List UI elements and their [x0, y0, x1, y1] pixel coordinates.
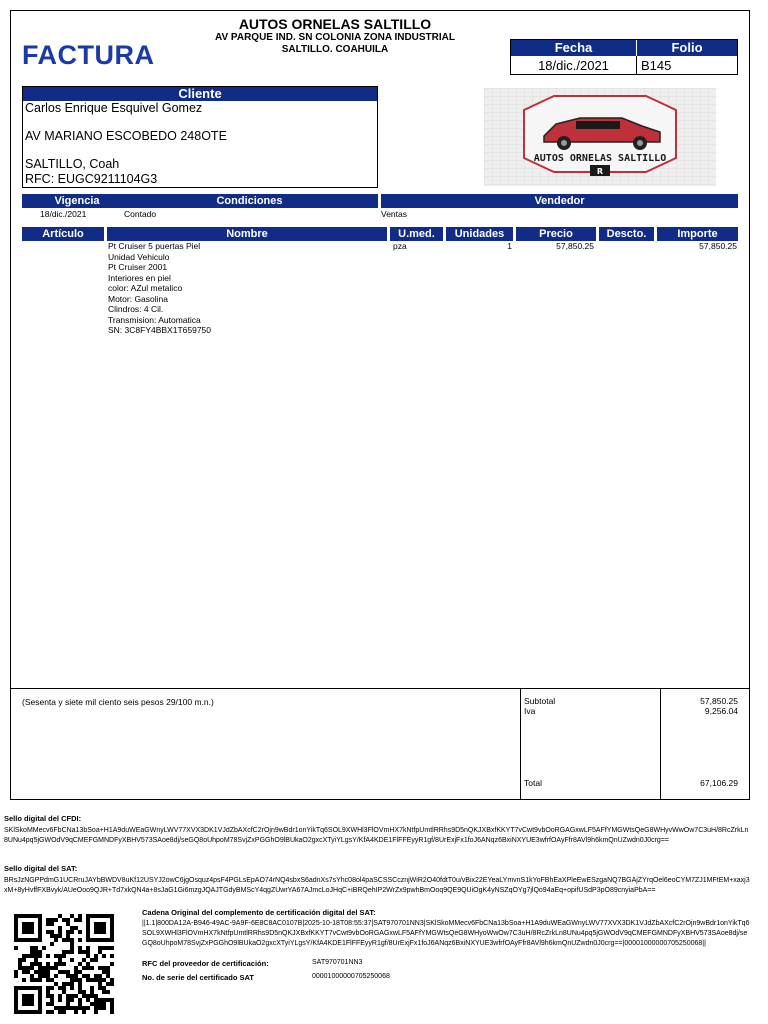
sello-cfdi-value: SKlSkoMMecv6FbCNa13bSoa+H1A9duWEaGWnyLWV77XVX3DK1VJdZbAXcfC2rOjn9wBdr1onYikTq6SOL9XWHl3FlOVmHX7kNtfpUmtlRRhs9D5nQKJXBxfKKYT7vCwt9vbOoRGAGxwLF5AFfYMGWtsQeG8WHyvWwOw7C3uH/8RcZrkLn8UNu4pq5jGWOdV9qCMEFGMNDFyXBHV573SAoe8dj/seGQ8oUhpoM78SvjZxPGGhO9lBUkaO2gxcXTyiYLgsY/KfA4KDE1FlFFEyyR1gf/8UrExjFx1foJ6ANqz6BxiNXYUE3wfrfOAyFfr8AVl9h6kmQnUZwdn0J0crg== — [4, 827, 749, 844]
iva-value: 9,256.04 — [704, 706, 738, 716]
item-line: Pt Cruiser 2001 — [108, 262, 168, 272]
folio-value: B145 — [641, 58, 672, 73]
cadena-label: Cadena Original del complemento de certificación digital del SAT: — [142, 908, 376, 917]
col-descto: Descto. — [599, 227, 654, 241]
cliente-rfc: RFC: EUGC9211104G3 — [25, 172, 158, 186]
col-articulo: Artículo — [22, 227, 104, 241]
iva-label: Iva — [524, 706, 536, 716]
condiciones-value: Contado — [124, 209, 157, 219]
totals-col-divider-2 — [660, 688, 661, 800]
cliente-address: AV MARIANO ESCOBEDO 248OTE — [25, 129, 227, 143]
item-line: Interiores en piel — [108, 272, 171, 283]
document-title: FACTURA — [22, 40, 155, 70]
sello-cfdi-label: Sello digital del CFDI: — [4, 814, 82, 823]
company-address-1: AV PARQUE IND. SN COLONIA ZONA INDUSTRIAL — [215, 32, 455, 43]
cadena-value: ||1.1|800DA12A-B946-49AC-9A9F-6E8C8AC0107B|2025-10-18T08:55:37|SAT970701NN3|SKlSkoMMecv6FbCNa13bSoa+H1A9duWEaGWnyLWV77XVX3DK1VJdZbAXcfC2rOjn9wBdr1onYikTq6SOL9XWHl3FlOVmHX7kNtfpUmtlRRhs9D5nQKJXBxfKKYT7vCwt9vbOoRGAGxwLF5AFfYMGWtsQeG8WHyoWwOw7C3uH/8RcZrkLn8UNu4pq5jGWOdV9qCMEFGMNDFyXBHV573SAoe8dj/seGQ8oUhpoM78SvjZxPGGhO9lBUkaO2gxcXTyiYLgsY/KfA4KDE1FlFFEyyR1gf/8UrExjFx1foJ6ANqz6BxiNXYUE3wfrfOAyFfr8AVl9h6kmQnUZwdn0J0crg==|00001000000705250068|| — [142, 920, 750, 947]
serie-value: 00001000000705250068 — [312, 973, 390, 980]
vigencia-value: 18/dic./2021 — [40, 209, 87, 219]
qr-code — [14, 914, 114, 1014]
col-unidades: Unidades — [446, 227, 513, 241]
sello-sat-value: BRsJzNGPPdmG1UCRruJAYbBWDV8uKf12USYJ2owC6jgOsquz4psF4PGLsEpAO74rNQ4sbxS6adnXs7sYhc08ol4paSCSSCcznjWiR2O40fdtT0u/vBix22EYeaLYmvnS1kYoFBhEaXPleEwESzgaNQ7BGAjZYrqOel6eoCYM7ZJ1MFtEM+xaxj3xM+8yHvffFXBvyk/AUeOoo9QJR+Td7xkQN4a+8sJaG1Gi6mzgJQAJTGdyBMScY4qgZUwrYA67AJmcLoJHqC+iBRQehIP2WrZx9pwhBmOoq9QE9QUiOgK4yNSZqOYg7jlQo94aEq+opifUSdP3pO89cnyiaPbA== — [4, 877, 750, 894]
subtotal-value: 57,850.25 — [700, 696, 738, 706]
col-precio: Precio — [516, 227, 596, 241]
fecha-value: 18/dic./2021 — [538, 58, 609, 73]
company-address-2: SALTILLO. COAHUILA — [281, 44, 389, 55]
cliente-city: SALTILLO, Coah — [25, 157, 120, 171]
item-line: SN: 3C8FY4BBX1T659750 — [108, 325, 212, 335]
cliente-header: Cliente — [23, 87, 377, 101]
totals-col-divider-1 — [520, 688, 521, 800]
fecha-folio-divider — [636, 56, 637, 74]
col-importe: Importe — [657, 227, 738, 241]
item-line: Pt Cruiser 5 puertas Piel — [108, 241, 201, 251]
condiciones-header: Condiciones — [121, 194, 378, 208]
item-line: Transmision: Automatica — [108, 314, 201, 325]
sello-sat-label: Sello digital del SAT: — [4, 864, 78, 873]
amount-in-words: (Sesenta y siete mil ciento seis pesos 29/100 m.n.) — [22, 697, 214, 707]
logo-graphic — [484, 88, 716, 186]
col-nombre: Nombre — [107, 227, 387, 241]
vendedor-value: Ventas — [381, 209, 407, 219]
total-label: Total — [524, 778, 542, 788]
subtotal-label: Subtotal — [524, 696, 556, 706]
company-name: AUTOS ORNELAS SALTILLO — [238, 16, 432, 32]
company-logo — [484, 88, 716, 186]
fecha-header: Fecha — [511, 40, 636, 56]
fecha-folio-box — [510, 39, 738, 75]
col-umed: U.med. — [390, 227, 443, 241]
rfc-proveedor-value: SAT970701NN3 — [312, 959, 363, 966]
item-line: color: AZul metalico — [108, 283, 183, 293]
item-umed: pza — [393, 241, 407, 251]
item-precio: 57,850.25 — [556, 241, 594, 251]
rfc-proveedor-label: RFC del proveedor de certificación: — [142, 959, 269, 968]
totals-divider — [10, 688, 750, 689]
cliente-name: Carlos Enrique Esquivel Gomez — [25, 101, 203, 115]
qr-code-graphic — [14, 914, 114, 1014]
company-block — [180, 16, 490, 56]
item-line: Motor: Gasolina — [108, 293, 168, 304]
serie-label: No. de serie del certificado SAT — [142, 973, 254, 982]
logo-text: AUTOS ORNELAS SALTILLO — [533, 153, 667, 164]
cliente-box — [22, 86, 378, 188]
folio-header: Folio — [637, 40, 737, 56]
logo-badge: R — [596, 167, 604, 176]
item-description — [108, 241, 388, 336]
vigencia-header: Vigencia — [22, 194, 132, 208]
item-importe: 57,850.25 — [699, 241, 737, 251]
item-line: Clindros: 4 Cil. — [108, 304, 164, 314]
item-line: Unidad Vehiculo — [108, 251, 170, 262]
vendedor-header: Vendedor — [381, 194, 738, 208]
item-unidades: 1 — [507, 241, 512, 251]
total-value: 67,106.29 — [700, 778, 738, 788]
